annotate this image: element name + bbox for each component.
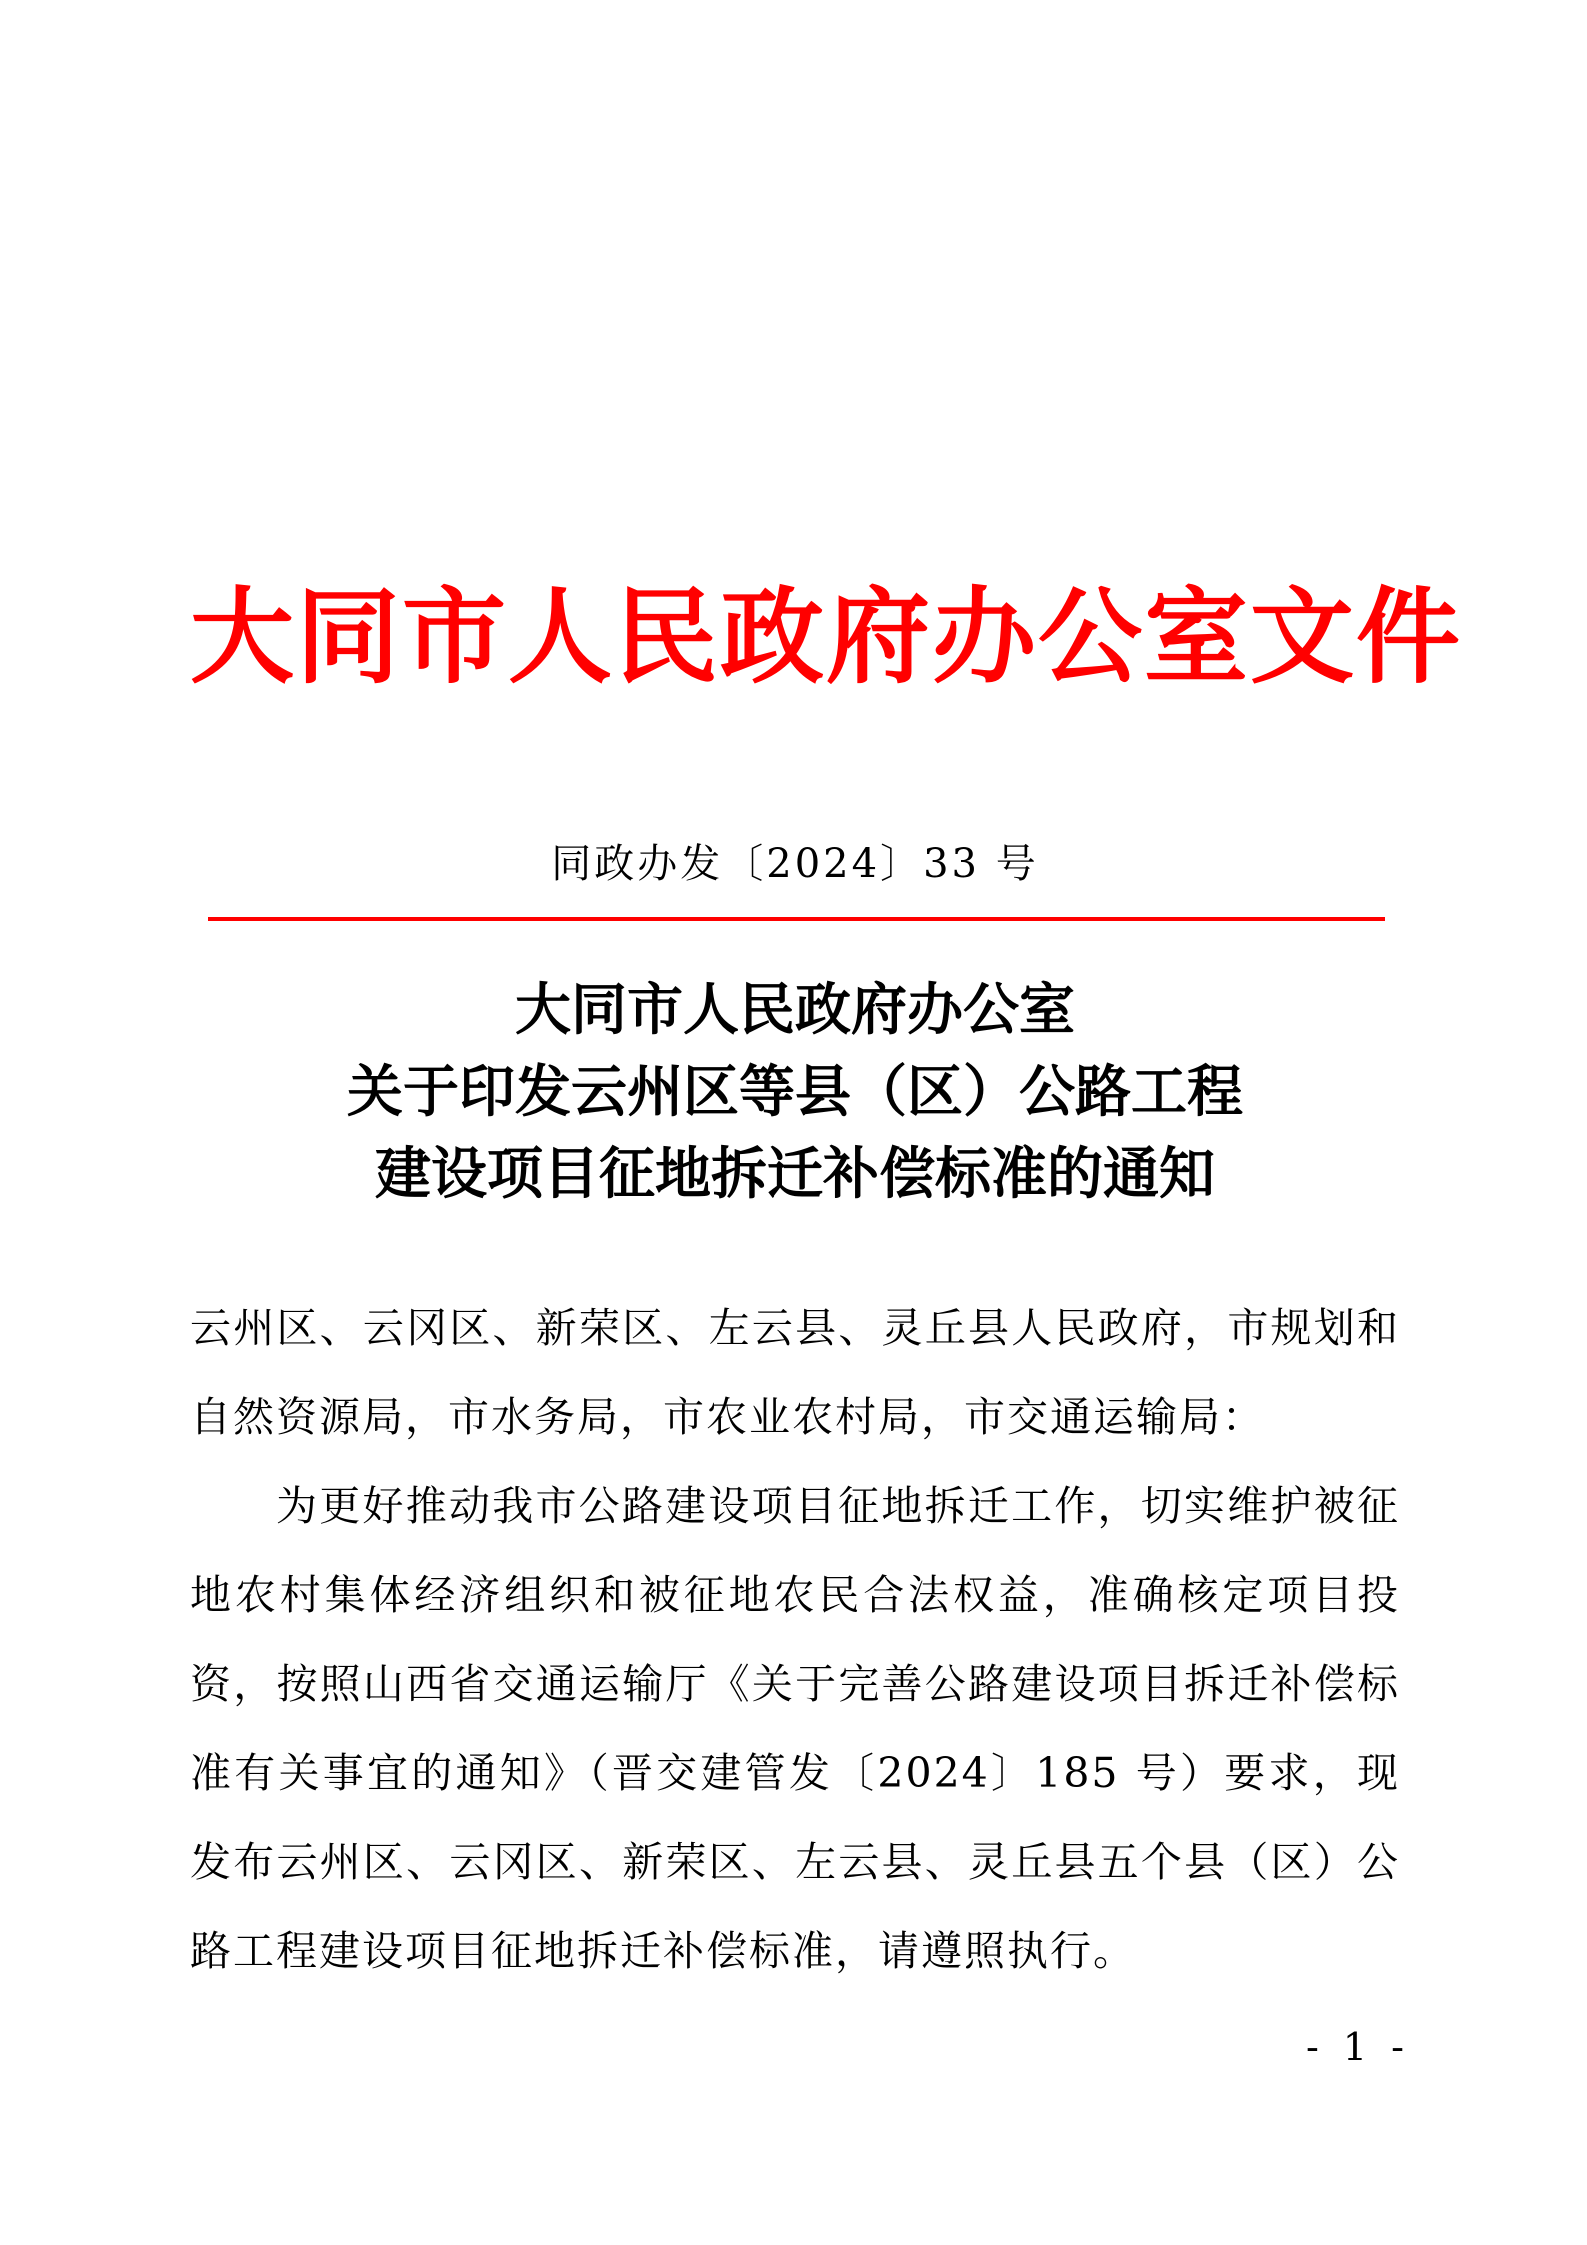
issuer-banner: 大同市人民政府办公室文件	[190, 576, 1463, 698]
body-paragraph: 为更好推动我市公路建设项目征地拆迁工作，切实维护被征地农村集体经济组织和被征地农民合法权益，准确核定项目投资，按照山西省交通运输厅《关于完善公路建设项目拆迁补偿标准有关事宜的通知》（晋交建管发〔2024〕185 号）要求，现发布云州区、云冈区、新荣区、左云县、灵丘县五个县（区）公路工程建设项目征地拆迁补偿标准，请遵照执行。	[190, 1482, 1400, 1975]
notice-title-line-2: 关于印发云州区等县（区）公路工程	[347, 1060, 1243, 1125]
notice-title-line-3: 建设项目征地拆迁补偿标准的通知	[375, 1142, 1215, 1207]
red-separator-rule	[208, 917, 1385, 921]
page-number: - 1 -	[1305, 2025, 1410, 2069]
document-number: 同政办发〔2024〕33 号	[551, 841, 1039, 887]
addressee-list: 云州区、云冈区、新荣区、左云县、灵丘县人民政府，市规划和自然资源局，市水务局，市农业农村局，市交通运输局：	[190, 1304, 1400, 1441]
notice-title-line-1: 大同市人民政府办公室	[515, 978, 1075, 1043]
notice-body	[190, 1284, 1400, 1996]
notice-title	[190, 970, 1400, 1216]
